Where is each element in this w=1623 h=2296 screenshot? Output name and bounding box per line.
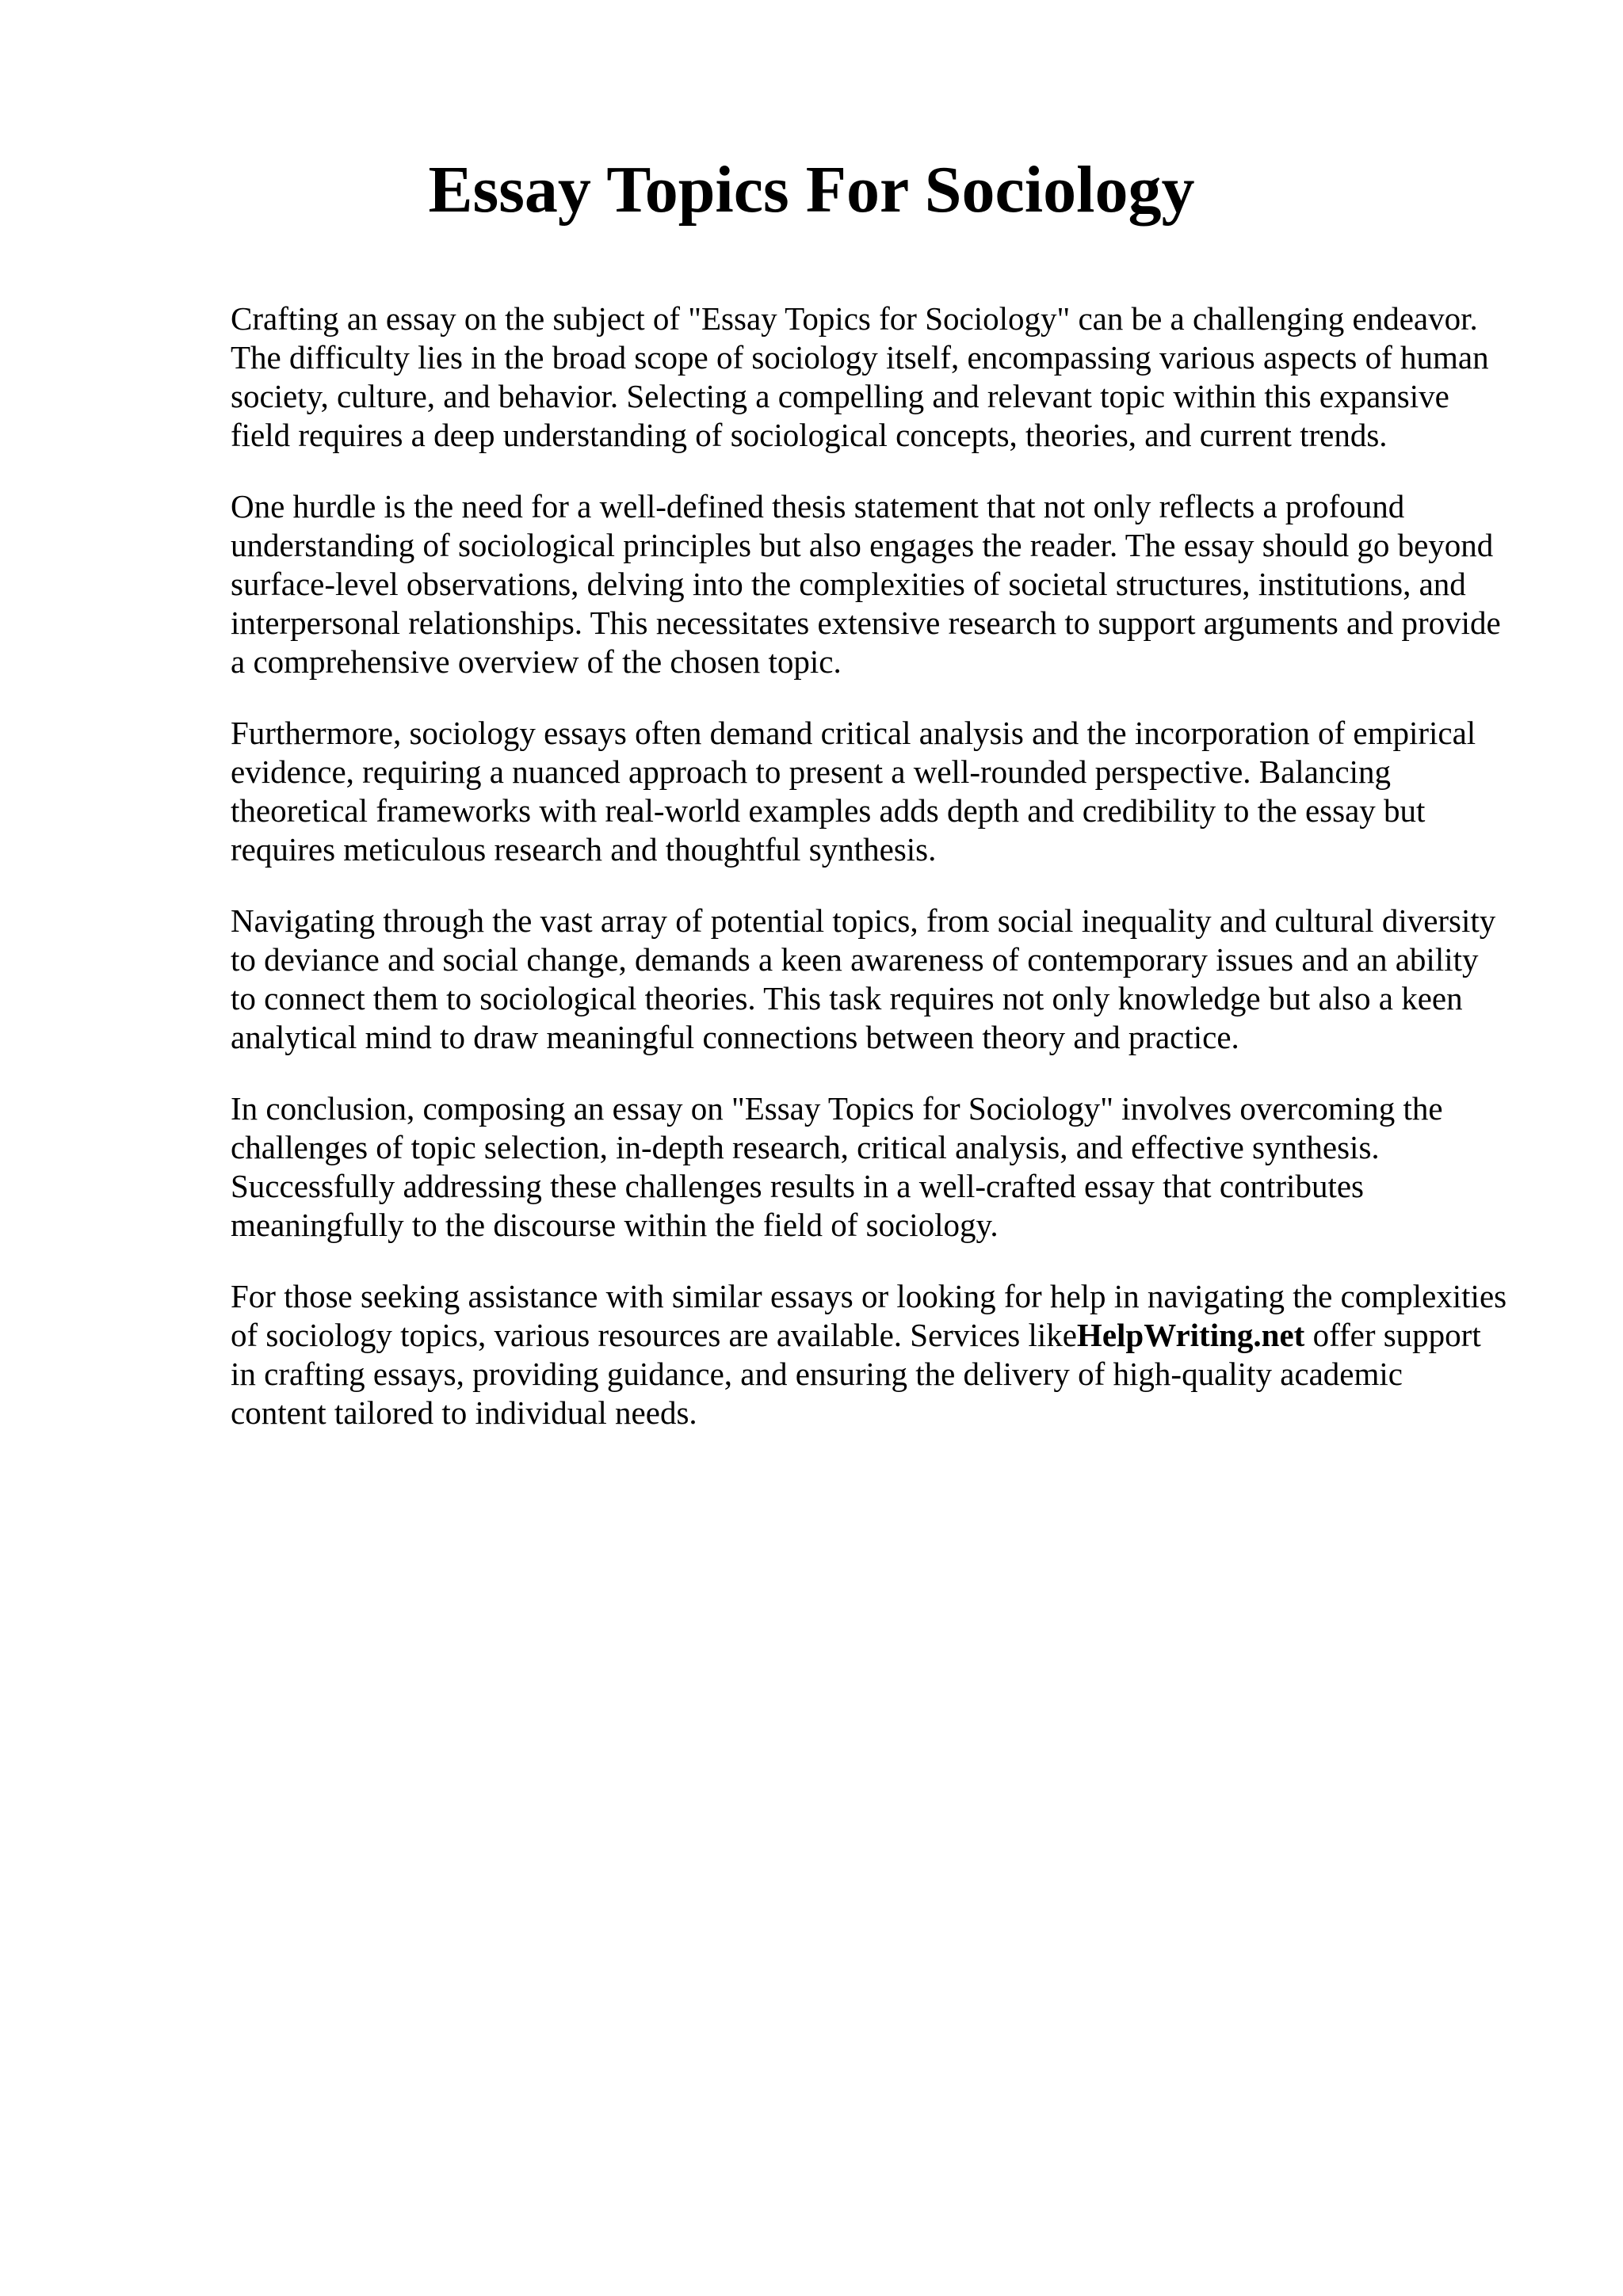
paragraph-line: requires meticulous research and thoughtful synthesis. — [231, 831, 937, 868]
paragraph-line — [231, 1316, 1530, 1355]
paragraph-line: In conclusion, composing an essay on "Essay Topics for Sociology" involves overcoming the — [231, 1090, 1443, 1127]
document-body — [231, 299, 1530, 1465]
paragraph-line: One hurdle is the need for a well-defined thesis statement that not only reflects a profound — [231, 488, 1405, 524]
paragraph-line: society, culture, and behavior. Selecting a compelling and relevant topic within this expansive — [231, 378, 1449, 414]
paragraph-line: challenges of topic selection, in-depth research, critical analysis, and effective synthesis. — [231, 1129, 1380, 1165]
closing-text-before: of sociology topics, various resources are available. Services like — [231, 1317, 1077, 1353]
paragraph-line: content tailored to individual needs. — [231, 1394, 697, 1431]
paragraph-line: theoretical frameworks with real-world examples adds depth and credibility to the essay but — [231, 792, 1426, 829]
paragraph-line: Navigating through the vast array of potential topics, from social inequality and cultural diversity — [231, 902, 1496, 939]
paragraph-1 — [231, 299, 1530, 455]
document-title: Essay Topics For Sociology — [428, 153, 1195, 227]
paragraph-line: Crafting an essay on the subject of "Essay Topics for Sociology" can be a challenging endeavor. — [231, 300, 1478, 337]
paragraph-2 — [231, 487, 1530, 681]
paragraph-line: interpersonal relationships. This necessitates extensive research to support arguments and provide — [231, 605, 1501, 641]
helpwriting-brand-text: HelpWriting.net — [1076, 1317, 1305, 1353]
paragraph-line: understanding of sociological principles but also engages the reader. The essay should go beyond — [231, 527, 1494, 563]
paragraph-line: surface-level observations, delving into the complexities of societal structures, institutions, and — [231, 566, 1466, 602]
paragraph-line: analytical mind to draw meaningful connections between theory and practice. — [231, 1019, 1239, 1055]
paragraph-line: to connect them to sociological theories. This task requires not only knowledge but also a keen — [231, 980, 1463, 1016]
paragraph-line: in crafting essays, providing guidance, and ensuring the delivery of high-quality academic — [231, 1356, 1403, 1392]
paragraph-line: meaningfully to the discourse within the field of sociology. — [231, 1207, 999, 1243]
closing-text-after: offer support — [1304, 1317, 1481, 1353]
paragraph-line: The difficulty lies in the broad scope of sociology itself, encompassing various aspects of human — [231, 339, 1489, 376]
paragraph-line: Furthermore, sociology essays often demand critical analysis and the incorporation of empirical — [231, 715, 1476, 751]
paragraph-line: evidence, requiring a nuanced approach to present a well-rounded perspective. Balancing — [231, 753, 1391, 790]
paragraph-5 — [231, 1089, 1530, 1245]
paragraph-line: a comprehensive overview of the chosen topic. — [231, 643, 842, 680]
paragraph-line: Successfully addressing these challenges results in a well-crafted essay that contributes — [231, 1168, 1364, 1204]
paragraph-line: field requires a deep understanding of sociological concepts, theories, and current trends. — [231, 417, 1388, 453]
paragraph-closing — [231, 1277, 1530, 1432]
paragraph-line: to deviance and social change, demands a keen awareness of contemporary issues and an ability — [231, 941, 1479, 978]
paragraph-4 — [231, 902, 1530, 1057]
paragraph-3 — [231, 714, 1530, 869]
paragraph-line: For those seeking assistance with similar essays or looking for help in navigating the complexities — [231, 1278, 1507, 1314]
